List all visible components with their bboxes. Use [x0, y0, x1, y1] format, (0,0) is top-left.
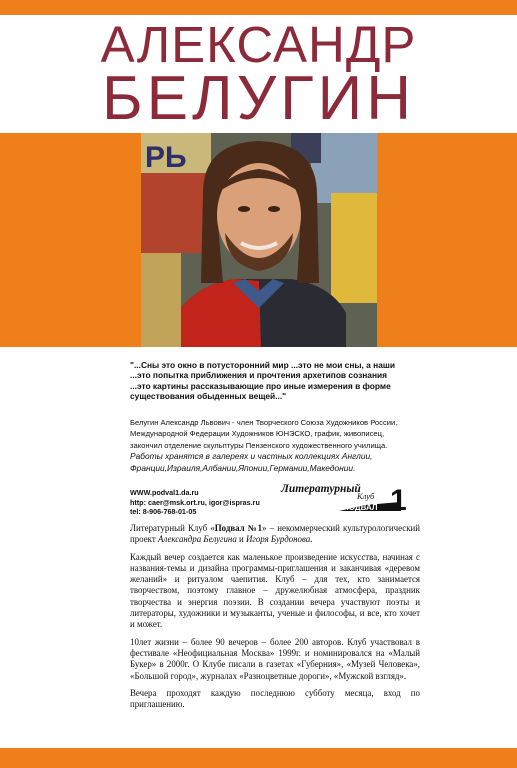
quote-line: существования обыденных вещей...": [130, 391, 287, 402]
quote-line: ...это картины рассказывающие про иные измерения в форме: [130, 380, 391, 391]
collections-line: Работы хранятся в галереях и частных коллекциях Англии,: [130, 451, 373, 461]
artist-bio: [130, 417, 420, 451]
bio-line: Международной Федерации Художников ЮНЭСКО, график, живописец,: [130, 429, 385, 439]
collections-line: Франции,Израиля,Албании,Японии,Германии,Македонии.: [130, 462, 356, 473]
email-line[interactable]: http: caer@msk.ort.ru, igor@ispras.ru: [130, 497, 260, 507]
portrait-illustration: [141, 133, 377, 347]
artist-quote: [130, 360, 400, 402]
artist-first-name: АЛЕКСАНДР: [100, 16, 417, 73]
founder-name: Игоря Бурдонова: [245, 534, 311, 545]
club-intro-text: и: [236, 534, 246, 545]
bio-line: закончил отделение скульптуры Пензенского художественного училища.: [130, 440, 388, 450]
club-paragraph: [130, 523, 420, 546]
logo-name: ПОДВАЛ: [343, 503, 378, 512]
artist-portrait-photo: [141, 133, 377, 347]
founder-name: Александра Белугина: [157, 534, 237, 545]
quote-line: ...это попытка приближения и прочтения архетипов сознания: [130, 370, 388, 381]
website-link[interactable]: WWW.podval1.da.ru: [130, 488, 199, 497]
club-paragraph: Каждый вечер создается как маленькое произведение искусства, начиная с названия-темы и дизайна программы-приглашения и заканчивая «деревом желаний» и ритуалом чаепития. Клуб – для тех, кто занимается творчеством, поэтому главное – дружелюбная атмосфера, праздник творчества и энергия поэзии. В создании вечера участвуют поэты и литераторы, художники и музыканты, ученые и философы, и все, кто хочет и может.: [130, 551, 420, 630]
phone-line: tel: 8-906-768-01-05: [130, 507, 197, 517]
club-description: [130, 523, 420, 716]
club-paragraph: Вечера проходят каждую последнюю субботу месяца, вход по приглашению.: [130, 687, 420, 710]
logo-number: 1: [390, 484, 407, 514]
club-logo: [279, 480, 419, 514]
collections-note: [130, 451, 420, 474]
club-name: Подвал №1: [214, 523, 263, 533]
logo-club-word: Клуб: [357, 491, 375, 501]
bottom-orange-band: [0, 748, 517, 768]
club-intro-text: » – некоммерческий культурологический проект: [130, 523, 421, 545]
top-orange-band: [0, 0, 517, 15]
club-intro-text: .: [310, 534, 313, 545]
contacts-block: [130, 488, 280, 517]
bio-line: Белугин Александр Львович - член Творческого Союза Художников России,: [130, 418, 398, 427]
club-paragraph: 10лет жизни – более 90 вечеров – более 200 авторов. Клуб участвовал в фестивале «Неофициальная Москва» 1999г. и номинировался на «Малый Букер» в 2000г. О Клубе писали в газетах «Губерния», «Музей Человека», «Большой город», журналах «Разноцветные дороги», «Мужской взгляд».: [130, 636, 420, 681]
club-intro-text: Литературный Клуб «: [130, 523, 215, 533]
artist-last-name: БЕЛУГИН: [101, 64, 416, 133]
logo-script: Литературный: [281, 483, 361, 495]
quote-line: "...Сны это окно в потусторонний мир ...это не мои сны, а наши: [130, 360, 396, 370]
svg-text:РЬ: РЬ: [145, 141, 187, 174]
